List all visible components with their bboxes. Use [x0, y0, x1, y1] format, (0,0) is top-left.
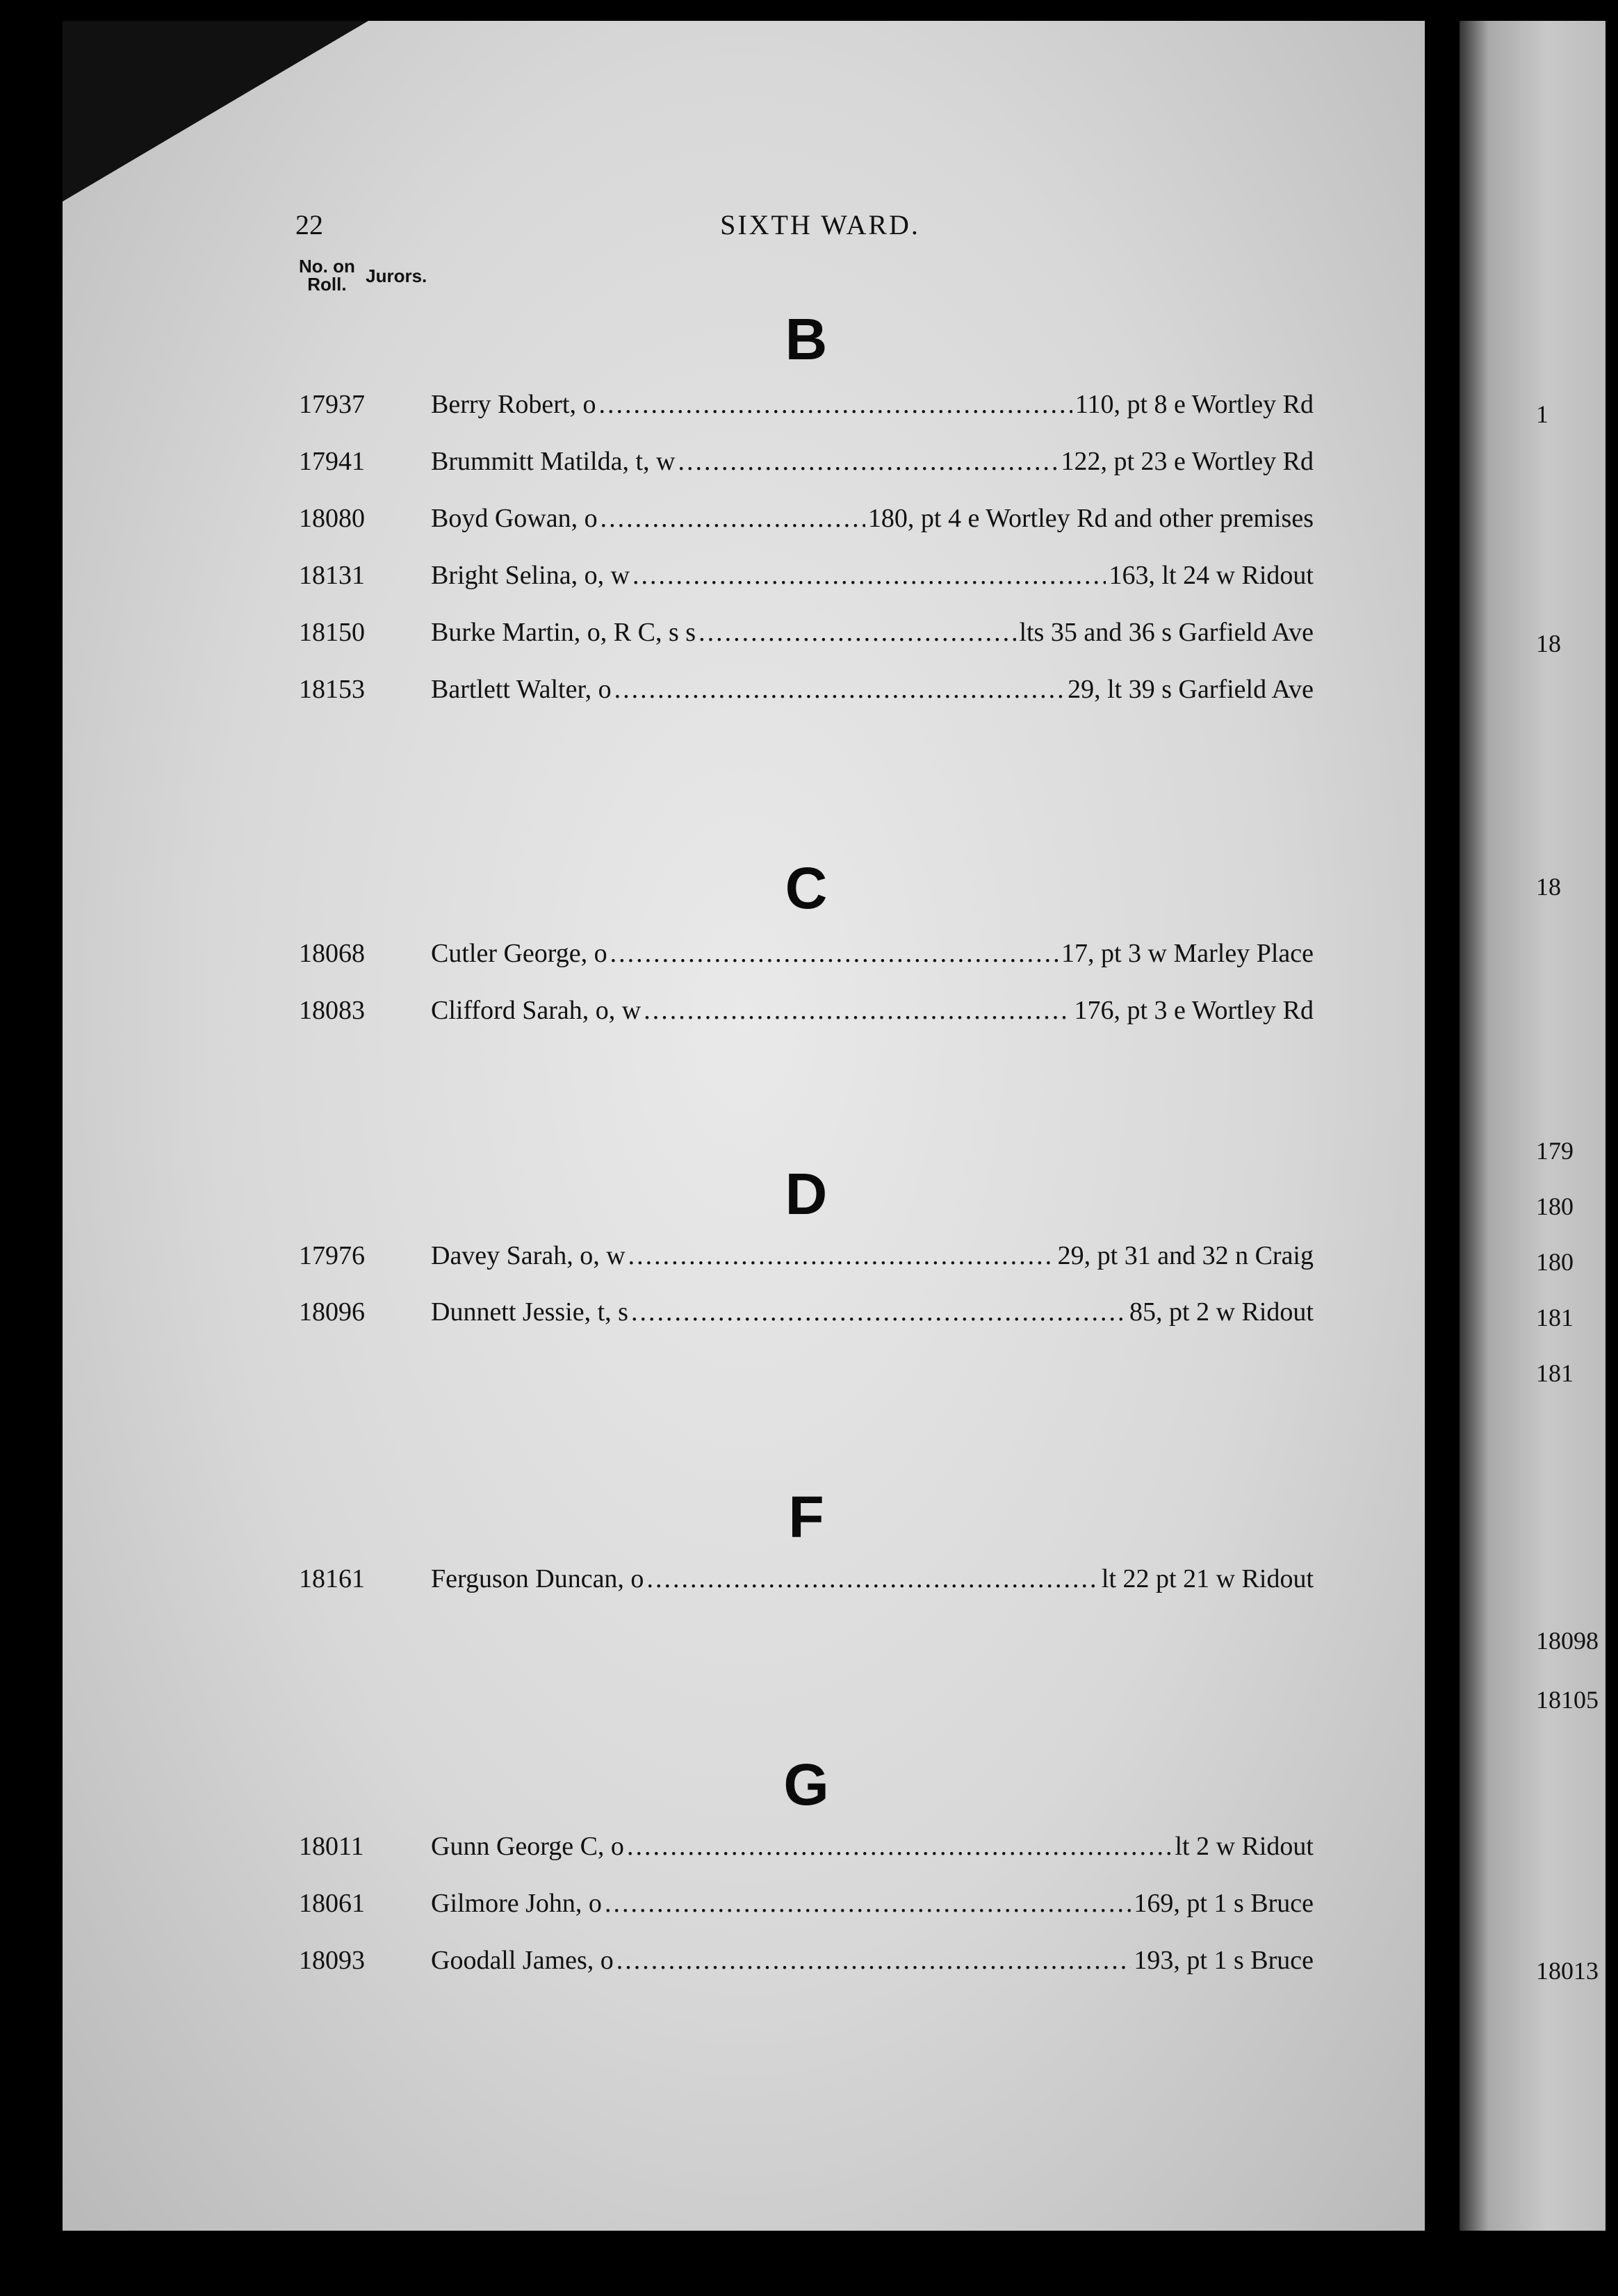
leader-dots	[598, 389, 1072, 420]
adjacent-page-number: 18	[1536, 630, 1561, 657]
list-item	[299, 389, 1314, 428]
voter-name: Cutler George, o	[431, 939, 607, 968]
leader-dots	[632, 560, 1106, 591]
list-item	[299, 560, 1314, 599]
jurors-header: Jurors.	[366, 265, 427, 286]
list-item	[299, 446, 1314, 485]
list-item	[299, 617, 1314, 656]
leader-dots	[616, 1945, 1131, 1976]
roll-number: 18150	[299, 618, 365, 647]
list-item	[299, 503, 1314, 542]
column-headers	[299, 257, 427, 293]
leader-dots	[698, 617, 1016, 648]
list-item	[299, 674, 1314, 713]
property-description: 110, pt 8 e Wortley Rd	[1074, 390, 1314, 419]
list-item	[299, 1831, 1314, 1870]
section-letter: D	[785, 1161, 828, 1227]
page-header	[295, 208, 1317, 250]
property-description: 29, pt 31 and 32 n Craig	[1057, 1241, 1314, 1270]
property-description: 122, pt 23 e Wortley Rd	[1061, 447, 1314, 476]
roll-header-line1: No. on	[299, 256, 355, 277]
property-description: 29, lt 39 s Garfield Ave	[1068, 675, 1314, 704]
roll-number: 18061	[299, 1889, 365, 1918]
voter-name: Dunnett Jessie, t, s	[431, 1297, 628, 1327]
list-item	[299, 1564, 1314, 1602]
roll-number: 18083	[299, 996, 365, 1025]
page-title: SIXTH WARD.	[720, 209, 920, 240]
section-letter: C	[785, 855, 828, 921]
property-description: lt 2 w Ridout	[1175, 1832, 1314, 1861]
voter-name: Gunn George C, o	[431, 1832, 624, 1861]
leader-dots	[610, 938, 1059, 969]
voter-name: Burke Martin, o, R C, s s	[431, 618, 696, 647]
roll-number: 17941	[299, 447, 365, 476]
section-letter: B	[785, 306, 828, 372]
voter-name: Gilmore John, o	[431, 1889, 602, 1918]
list-item	[299, 1945, 1314, 1984]
adjacent-page-number: 181	[1536, 1304, 1574, 1331]
adjacent-page-number: 18098	[1536, 1627, 1599, 1655]
roll-number: 18080	[299, 504, 365, 533]
voter-name: Goodall James, o	[431, 1946, 614, 1975]
roll-header-line2: Roll.	[307, 274, 347, 295]
roll-number: 18096	[299, 1297, 365, 1327]
leader-dots	[605, 1888, 1131, 1919]
voter-name: Bartlett Walter, o	[431, 675, 612, 704]
folded-corner	[63, 21, 368, 202]
voter-name: Boyd Gowan, o	[431, 504, 598, 533]
list-item	[299, 1297, 1314, 1336]
leader-dots	[628, 1240, 1055, 1271]
leader-dots	[644, 995, 1071, 1026]
adjacent-page-number: 180	[1536, 1248, 1574, 1276]
property-description: 17, pt 3 w Marley Place	[1061, 939, 1314, 968]
property-description: lts 35 and 36 s Garfield Ave	[1019, 618, 1314, 647]
roll-number: 18093	[299, 1946, 365, 1975]
adjacent-page-number: 18	[1536, 873, 1561, 901]
roll-number: 18161	[299, 1564, 365, 1593]
voter-name: Davey Sarah, o, w	[431, 1241, 626, 1270]
roll-number: 17976	[299, 1241, 365, 1270]
leader-dots	[646, 1564, 1098, 1594]
leader-dots	[614, 674, 1065, 705]
roll-number-header	[299, 257, 355, 293]
adjacent-page-number: 18013	[1536, 1957, 1599, 1985]
leader-dots	[678, 446, 1058, 477]
adjacent-page-number: 18105	[1536, 1686, 1599, 1714]
voter-name: Clifford Sarah, o, w	[431, 996, 642, 1025]
voter-name: Brummitt Matilda, t, w	[431, 447, 676, 476]
leader-dots	[631, 1297, 1127, 1327]
section-letter: G	[783, 1752, 829, 1817]
section-letter: F	[788, 1484, 824, 1550]
property-description: 169, pt 1 s Bruce	[1134, 1889, 1314, 1918]
list-item	[299, 938, 1314, 977]
property-description: 176, pt 3 e Wortley Rd	[1074, 996, 1314, 1025]
leader-dots	[627, 1831, 1172, 1862]
roll-number: 17937	[299, 390, 365, 419]
adjacent-page-number: 181	[1536, 1359, 1574, 1387]
property-description: 163, lt 24 w Ridout	[1109, 561, 1314, 590]
list-item	[299, 1240, 1314, 1279]
roll-number: 18131	[299, 561, 365, 590]
list-item	[299, 995, 1314, 1034]
adjacent-page-number: 1	[1536, 400, 1548, 428]
voter-name: Bright Selina, o, w	[431, 561, 630, 590]
voter-name: Berry Robert, o	[431, 390, 596, 419]
voter-name: Ferguson Duncan, o	[431, 1564, 644, 1593]
list-item	[299, 1888, 1314, 1927]
roll-number: 18068	[299, 939, 365, 968]
roll-number: 18011	[299, 1832, 364, 1861]
adjacent-page-edge	[1460, 21, 1605, 2231]
property-description: 193, pt 1 s Bruce	[1134, 1946, 1314, 1975]
leader-dots	[600, 503, 865, 534]
property-description: 85, pt 2 w Ridout	[1129, 1297, 1314, 1327]
page-number: 22	[295, 209, 323, 240]
property-description: lt 22 pt 21 w Ridout	[1101, 1564, 1314, 1593]
roll-number: 18153	[299, 675, 365, 704]
adjacent-page-number: 180	[1536, 1192, 1574, 1220]
adjacent-page-number: 179	[1536, 1137, 1574, 1165]
property-description: 180, pt 4 e Wortley Rd and other premises	[867, 504, 1314, 533]
